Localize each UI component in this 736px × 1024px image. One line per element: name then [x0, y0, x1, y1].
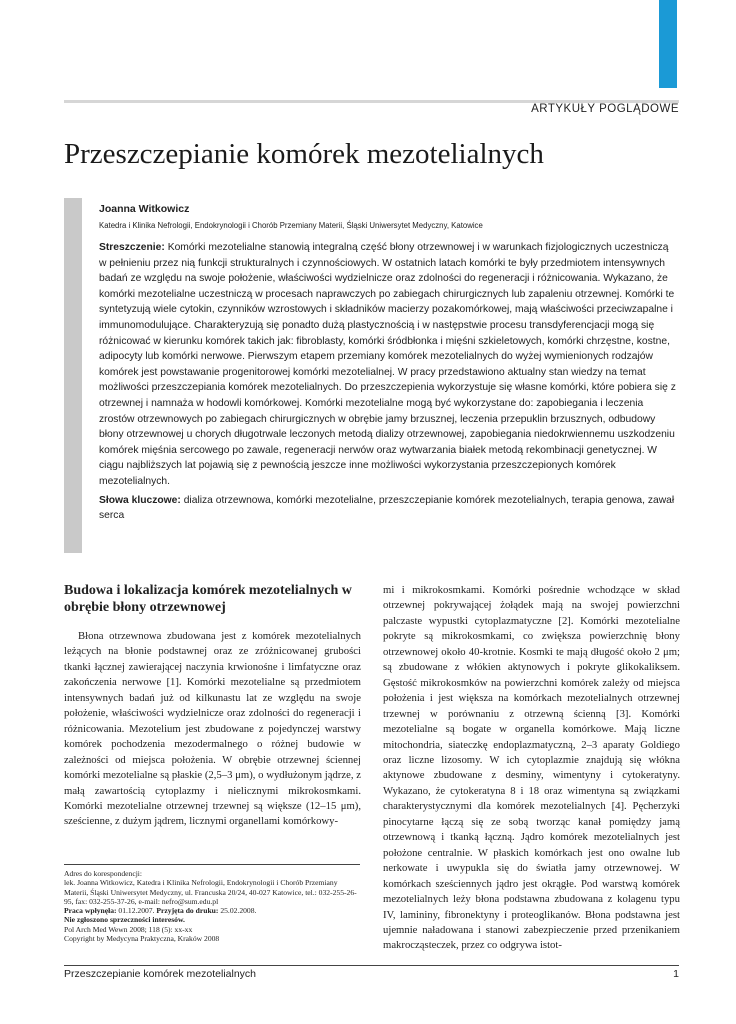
footnote-conflict: [64, 915, 360, 924]
abstract-box: [64, 198, 680, 553]
abstract-side-bar: [64, 198, 82, 553]
footnote-address: lek. Joanna Witkowicz, Katedra i Klinika Nefrologii, Endokrynologii i Chorób Przemiany Materii, Śląski Uniwersytet Medyczny, ul. Francuska 20/24, 40-027 Katowice, tel.: 032-255-26-95, fax: 032-255-37-26, e-mail: nefro@sum.edu.pl: [64, 878, 357, 906]
footnote-rule: [64, 864, 360, 865]
page-number: 1: [673, 968, 679, 980]
section-heading: Budowa i lokalizacja komórek mezotelialnych w obrębie błony otrzewnowej: [64, 583, 352, 615]
section-label: ARTYKUŁY POGLĄDOWE: [531, 103, 679, 115]
footnote-citation: Pol Arch Med Wewn 2008; 118 (5): xx-xx: [64, 924, 193, 934]
footnote-copyright: Copyright by Medycyna Praktyczna, Kraków 2008: [64, 934, 220, 944]
left-column: [64, 582, 361, 830]
footer-rule: [64, 965, 679, 966]
body-paragraph: mi i mikrokosmkami. Komórki pośrednie wchodzące w skład otrzewnej pokrywającej żołądek mają na swojej powierzchni palczaste wypustki cytoplazmatyczne [2]. Komórki mezotelialne pokryte są mikrokosmkami, co zwiększa powierzchnię błony otrzewnowej około 40-krotnie. Kosmki te mają długość około 2 μm; są zbudowane z włókien aktynowych i pokryte glikokaliksem. Gęstość mikrokosmków na powierzchni komórek zależy od miejsca położenia i jest większa na komórkach mezotelialnych otrzewnej trzewnej w porównaniu z otrzewną ścienną [3]. Komórki mezotelialne są bogate w organella komórkowe. Mają liczne mitochondria, siateczkę endoplazmatyczną, 2–3 aparaty Goldiego oraz liczne lizosomy. W ich cytoplazmie znajdują się włókna aktynowe zbudowane z desminy, wimentyny i cytokeratyny. Wykazano, że cytokeratyna 8 i 18 oraz wimentyna są związkami charakterystycznymi dla komórek mezotelialnych [4]. Pęcherzyki pinocytarne łączą się ze sobą tworząc kanał pomiędzy jamą otrzewnową i tkanką łączną. Jądro komórek mezotelialnych jest położone centralnie. W płaskich komórkach jest ono owalne lub nerkowate i uwypukla się do światła jamy otrzewnowej. W komórkach sześciennych jądro jest okrągłe. Pod warstwą komórek mezotelialnych leży błona podstawna zbudowana z kolagenu typu IV, lamininy, fibronektyny i proteoglikanów. Błona podstawna jest ujemnie naładowana i stanowi zabezpieczenie przed przenikaniem makrocząsteczek, przez co odgrywa istot-: [383, 584, 680, 952]
abstract-summary: [99, 240, 677, 490]
keywords-label: Słowa kluczowe:: [99, 494, 181, 506]
running-title: Przeszczepianie komórek mezotelialnych: [64, 968, 256, 980]
received-value: 01.12.2007.: [118, 906, 155, 916]
abstract-keywords: [99, 493, 677, 524]
summary-label: Streszczenie:: [99, 242, 165, 253]
body-paragraph: Błona otrzewnowa zbudowana jest z komórek mezotelialnych leżących na błonie podstawnej oraz ze zróżnicowanej grubości tkanki łącznej zawierającej naczynia krwionośne i limfatyczne oraz zakończenia nerwowe [1]. Komórki mezotelialne są przedmiotem intensywnych badań już od kilkunastu lat ze względu na swoje położenie, właściwości wydzielnicze oraz zdolności do regeneracji i różnicowania. Mezotelium jest zbudowane z pojedynczej warstwy komórek pochodzenia mezodermalnego o różnej budowie w zależności od miejsca położenia. W obrębie otrzewnej ściennej komórki mezotelialne są płaskie (2,5–3 μm), o wydłużonym jądrze, z małą zawartością cytoplazmy i nielicznymi mikrokosmkami. Komórki mezotelialne otrzewnej trzewnej są większe (12–15 μm), sześcienne, z dużym jądrem, licznymi organellami komórkowy-: [64, 630, 361, 828]
right-column: [383, 583, 680, 954]
footnote-dates: [64, 906, 360, 915]
summary-text: Komórki mezotelialne stanowią integralną część błony otrzewnowej i w warunkach fizjologicznych uczestniczą w pełnieniu przez nią funkcji strukturalnych i czynnościowych. W ostatnich latach komórki te były przedmiotem intensywnych badań ze względu na swoje położenie, właściwości wydzielnicze oraz zdolności do regeneracji i różnicowania. Wykazano, że komórki mezotelialne uczestniczą w procesach naprawczych po zabiegach chirurgicznych lub zapaleniu otrzewnej. Komórki te syntetyzują wiele cytokin, czynników wzrostowych i składników macierzy pozakomórkowej, mają właściwości przeciwzapalne i immunomodulujące. Charakteryzują się ponadto dużą plastycznością i w następstwie procesu transdyferencjacji mogą się różnicować w kierunku komórek takich jak: fibroblasty, komórki śródbłonka i mięśni szkieletowych, komórki chrzęstne, kostne, adipocyty lub komórki nerwowe. Pierwszym etapem przemiany komórek mezotelialnych do wyżej wymienionych rodzajów komórek jest powstawanie progenitorowej komórki mezotelialnej. W pracy przedstawiono aktualny stan wiedzy na temat możliwości przeszczepiania komórek mezotelialnych. Do przeszczepienia wykorzystuje się własne komórki, które pobiera się z otrzewnej i namnaża w hodowli komórkowej. Komórki mezotelialne mogą być wykorzystane do: zapobiegania i leczenia zrostów otrzewnowych po zabiegach chirurgicznych w obrębie jamy brzusznej, leczenia przepuklin brzusznych, odbudowy błony otrzewnowej u chorych długotrwale leczonych metodą dializy otrzewnowej, zapobiegania niedokrwiennemu uszkodzeniu komórek mięśnia sercowego po zawale, regeneracji nerwów oraz wytwarzania białek metodą rekombinacji genetycznej. W ciągu najbliższych lat pojawią się z pewnością jeszcze inne możliwości wykorzystania przeszczepionych komórek mezotelialnych.: [99, 242, 676, 487]
correspondence-footnote: [64, 869, 360, 943]
footnote-heading: Adres do korespondencji:: [64, 869, 143, 878]
keywords-text: dializa otrzewnowa, komórki mezotelialne, przeszczepianie komórek mezotelialnych, terapia genowa, zawał serca: [99, 494, 675, 522]
author-name: Joanna Witkowicz: [99, 203, 190, 215]
abstract-content: [99, 198, 677, 524]
conflict-statement: Nie zgłoszono sprzeczności interesów.: [64, 915, 185, 925]
accepted-value: 25.02.2008.: [220, 906, 257, 916]
received-label: Praca wpłynęła:: [64, 906, 117, 916]
accent-bar: [659, 0, 677, 88]
accepted-label: Przyjęta do druku:: [156, 906, 219, 916]
article-title: Przeszczepianie komórek mezotelialnych: [64, 138, 544, 170]
author-affiliation: Katedra i Klinika Nefrologii, Endokrynologii i Chorób Przemiany Materii, Śląski Uniwersytet Medyczny, Katowice: [99, 221, 483, 230]
